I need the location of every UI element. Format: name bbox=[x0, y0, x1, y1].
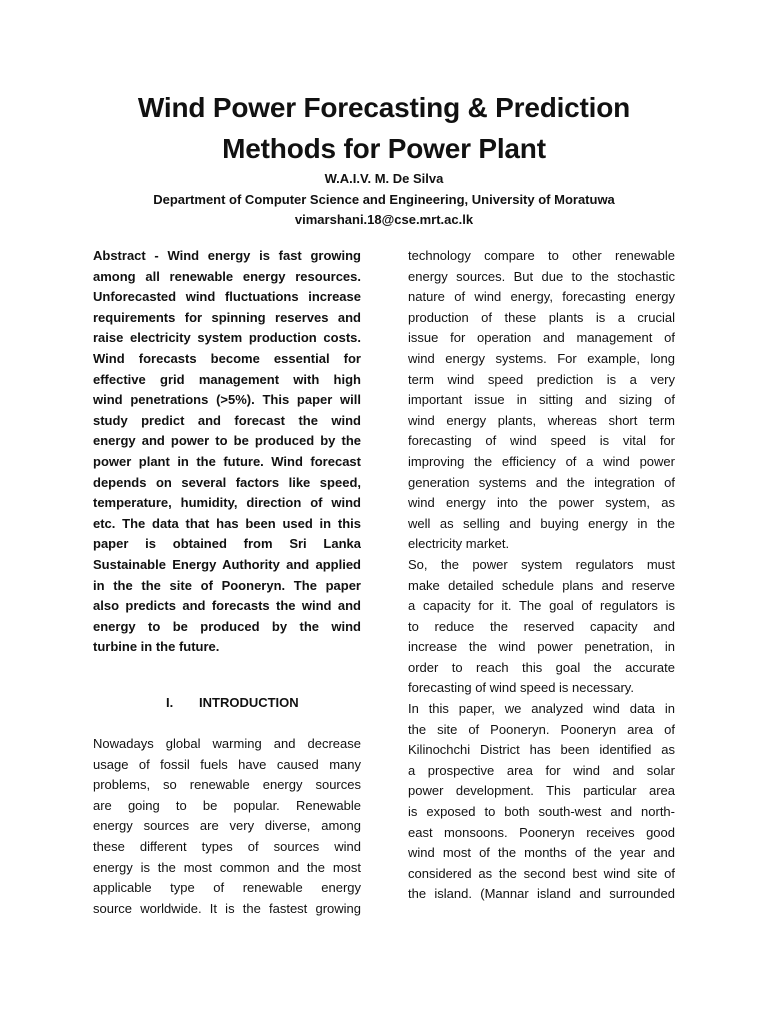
body-line: forecasting of wind speed is vital for bbox=[408, 433, 675, 449]
section-number: I. bbox=[166, 695, 174, 710]
abstract-line: etc. The data that has been used in this bbox=[93, 515, 361, 531]
abstract-line: also predicts and forecasts the wind and bbox=[93, 598, 361, 614]
body-line: improving the efficiency of a wind power bbox=[408, 453, 675, 469]
body-line: important issue in sitting and sizing of bbox=[408, 392, 675, 408]
body-line: power development. This particular area bbox=[408, 783, 675, 799]
intro-line: are going to be popular. Renewable bbox=[93, 797, 361, 813]
body-line: wind most of the months of the year and bbox=[408, 845, 675, 861]
body-line: considered as the second best wind site of bbox=[408, 865, 675, 881]
abstract-line: paper is obtained from Sri Lanka bbox=[93, 536, 361, 552]
body-line: wind energy plants, whereas short term bbox=[408, 412, 675, 428]
author-affiliation: Department of Computer Science and Engineering, University of Moratuwa bbox=[153, 192, 615, 207]
body-line: generation systems and the integration of bbox=[408, 474, 675, 490]
abstract-line: energy and power to be produced by the bbox=[93, 433, 361, 449]
abstract-line: Sustainable Energy Authority and applied bbox=[93, 556, 361, 572]
body-line: a capacity for it. The goal of regulators is bbox=[408, 598, 675, 614]
intro-line: energy sources are very diverse, among bbox=[93, 818, 361, 834]
body-line: forecasting of wind speed is necessary. bbox=[408, 680, 634, 696]
intro-line: applicable type of renewable energy bbox=[93, 880, 361, 896]
body-line: energy sources. But due to the stochastic bbox=[408, 268, 675, 284]
right-column-text bbox=[408, 246, 675, 905]
section-title: INTRODUCTION bbox=[199, 695, 299, 710]
intro-line: usage of fossil fuels have caused many bbox=[93, 756, 361, 772]
body-line: issue for operation and management of bbox=[408, 330, 675, 346]
introduction-text bbox=[93, 734, 361, 919]
abstract-line: energy to be produced by the wind bbox=[93, 618, 361, 634]
intro-line: source worldwide. It is the fastest growing bbox=[93, 900, 361, 916]
body-line: east monsoons. Pooneryn receives good bbox=[408, 824, 675, 840]
body-line: wind energy systems. For example, long bbox=[408, 350, 675, 366]
intro-line: Nowadays global warming and decrease bbox=[93, 736, 361, 751]
abstract-line: temperature, humidity, direction of wind bbox=[93, 495, 361, 511]
abstract-line: power plant in the future. Wind forecast bbox=[93, 453, 361, 469]
intro-line: these different types of sources wind bbox=[93, 838, 361, 854]
body-line: nature of wind energy, forecasting energy bbox=[408, 289, 675, 305]
body-line: the site of Pooneryn. Pooneryn area of bbox=[408, 721, 675, 737]
paper-title-line-1: Wind Power Forecasting & Prediction bbox=[137, 92, 631, 123]
body-line: electricity market. bbox=[408, 536, 510, 552]
body-line: order to reach this goal the accurate bbox=[408, 659, 675, 675]
intro-line: problems, so renewable energy sources bbox=[93, 777, 361, 793]
abstract-line: effective grid management with high bbox=[93, 371, 361, 387]
paper-title-line-2: Methods for Power Plant bbox=[222, 133, 546, 164]
abstract-line: in the the site of Pooneryn. The paper bbox=[93, 577, 361, 593]
abstract-line: turbine in the future. bbox=[93, 639, 220, 655]
author-name: W.A.I.V. M. De Silva bbox=[324, 171, 444, 186]
body-line: is exposed to both south-west and north- bbox=[408, 804, 675, 820]
body-line: Kilinochchi District has been identified as bbox=[408, 742, 675, 758]
author-email: vimarshani.18@cse.mrt.ac.lk bbox=[294, 212, 474, 227]
abstract-line: wind penetrations (>5%). This paper will bbox=[93, 392, 361, 408]
body-line: wind energy into the power system, as bbox=[408, 495, 675, 511]
abstract-line: among all renewable energy resources. bbox=[93, 268, 361, 284]
body-line: production of these plants is a crucial bbox=[408, 309, 675, 325]
body-line: well as selling and buying energy in the bbox=[408, 515, 675, 531]
abstract-line: study predict and forecast the wind bbox=[93, 412, 361, 428]
body-line: technology compare to other renewable bbox=[408, 248, 675, 263]
abstract-line: depends on several factors like speed, bbox=[93, 474, 361, 490]
section-heading-introduction bbox=[93, 693, 361, 713]
body-line: In this paper, we analyzed wind data in bbox=[408, 701, 675, 717]
abstract-line: Abstract - Wind energy is fast growing bbox=[93, 248, 361, 263]
body-line: the island. (Mannar island and surrounded bbox=[408, 886, 675, 902]
body-line: increase the wind power penetration, in bbox=[408, 639, 675, 655]
abstract bbox=[93, 246, 361, 658]
abstract-line: Unforecasted wind fluctuations increase bbox=[93, 289, 361, 305]
body-line: to reduce the reserved capacity and bbox=[408, 618, 675, 634]
abstract-line: Wind forecasts become essential for bbox=[93, 350, 361, 366]
abstract-line: raise electricity system production costs. bbox=[93, 330, 361, 346]
intro-line: energy is the most common and the most bbox=[93, 859, 361, 875]
body-line: a prospective area for wind and solar bbox=[408, 762, 675, 778]
body-line: So, the power system regulators must bbox=[408, 556, 675, 572]
body-line: term wind speed prediction is a very bbox=[408, 371, 675, 387]
body-line: make detailed schedule plans and reserve bbox=[408, 577, 675, 593]
abstract-line: requirements for spinning reserves and bbox=[93, 309, 361, 325]
